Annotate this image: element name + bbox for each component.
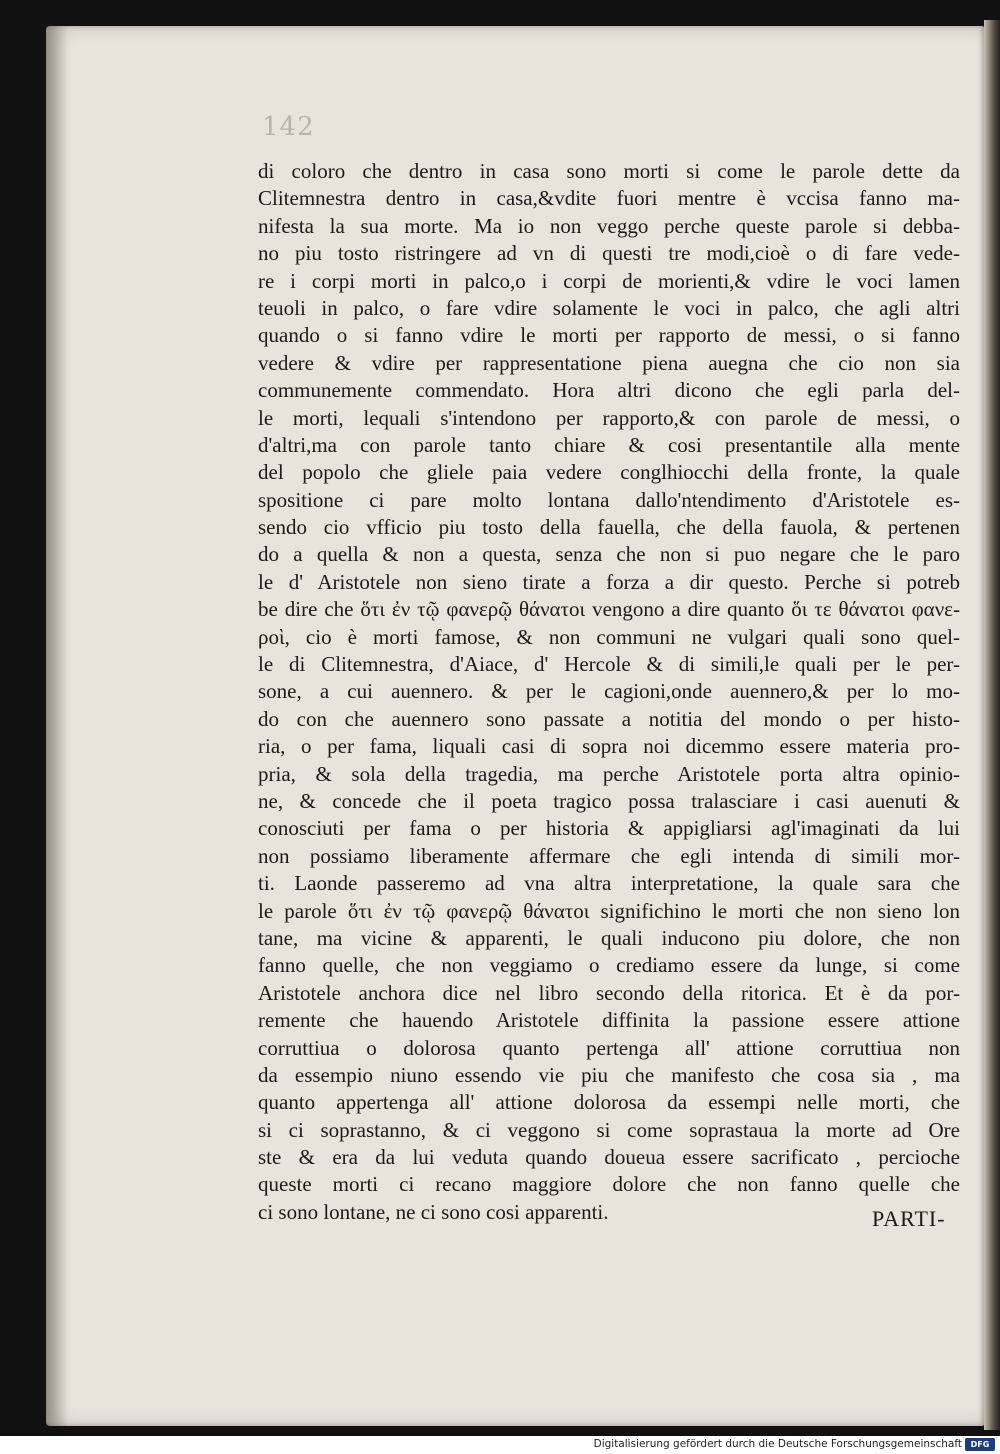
text-line: be dire che ὅτι ἐν τῷ φανερῷ θάνατοι vengono a dire quanto ὅι τε θάνατοι φανε-: [258, 597, 960, 622]
text-line: da essempio niuno essendo vie piu che manifesto che cosa sia , ma: [258, 1062, 960, 1087]
text-line: ria, o per fama, liquali casi di sopra noi dicemmo essere materia pro-: [258, 734, 960, 759]
body-text: [258, 158, 960, 1226]
text-line: ci sono lontane, ne ci sono cosi apparenti.: [258, 1199, 609, 1224]
text-line: remente che hauendo Aristotele diffinita la passione essere attione: [258, 1008, 960, 1033]
text-line: le parole ὅτι ἐν τῷ φανερῷ θάνατοι significhino le morti che non sieno lon: [258, 898, 960, 923]
catchword: PARTI-: [872, 1206, 946, 1231]
text-line: le di Clitemnestra, d'Aiace, d' Hercole & di simili,le quali per le per-: [258, 652, 960, 677]
text-line: spositione ci pare molto lontana dallo'ntendimento d'Aristotele es-: [258, 487, 960, 512]
text-line: nifesta la sua morte. Ma io non veggo perche queste parole si debba-: [258, 213, 960, 238]
text-line: quando o si fanno vdire le morti per rapporto de messi, o si fanno: [258, 323, 960, 348]
text-line: communemente commendato. Hora altri dicono che egli parla del-: [258, 378, 960, 403]
page-spine-shadow: [46, 26, 68, 1426]
text-line: Clitemnestra dentro in casa,&vdite fuori mentre è vccisa fanno ma-: [258, 186, 960, 211]
text-line: do a quella & non a questa, senza che non si puo negare che le paro: [258, 542, 960, 567]
text-line: ste & era da lui veduta quando doueua essere sacrificato , percioche: [258, 1145, 960, 1170]
text-line: le morti, lequali s'intendono per rapporto,& con parole de messi, o: [258, 405, 960, 430]
dfg-logo: DFG: [965, 1438, 995, 1451]
text-line: teuoli in palco, o fare vdire solamente le voci in palco, che agli altri: [258, 295, 960, 320]
text-line: re i corpi morti in palco,o i corpi de morienti,& vdire le voci lamen: [258, 268, 960, 293]
text-line: fanno quelle, che non veggiamo o crediamo essere da lunge, si come: [258, 953, 960, 978]
footer-credit: Digitalisierung gefördert durch die Deutsche Forschungsgemeinschaft: [593, 1438, 962, 1450]
text-line: pria, & sola della tragedia, ma perche Aristotele porta altra opinio-: [258, 761, 960, 786]
text-line: ne, & concede che il poeta tragico possa tralasciare i casi auenuti &: [258, 788, 960, 813]
text-line: do con che auennero sono passate a notitia del mondo o per histo-: [258, 706, 960, 731]
text-line: le d' Aristotele non sieno tirate a forza a dir questo. Perche si potreb: [258, 569, 960, 594]
text-line: sone, a cui auennero. & per le cagioni,onde auennero,& per lo mo-: [258, 679, 960, 704]
text-line: Aristotele anchora dice nel libro secondo della ritorica. Et è da por-: [258, 980, 960, 1005]
text-line: no piu tosto ristringere ad vn di questi tre modi,cioè o di fare vede-: [258, 241, 960, 266]
text-line: sendo cio vfficio piu tosto della fauella, che della fauola, & pertenen: [258, 515, 960, 540]
text-line: di coloro che dentro in casa sono morti si come le parole dette da: [258, 159, 960, 183]
text-line: queste morti ci recano maggiore dolore che non fanno quelle che: [258, 1172, 960, 1197]
page-edge: [984, 20, 1000, 1430]
text-line: ροὶ, cio è morti famose, & non communi ne vulgari quali sono quel-: [258, 624, 960, 649]
text-line: del popolo che gliele paia vedere conglhiocchi della fronte, la quale: [258, 460, 960, 485]
text-line: conosciuti per fama o per historia & appigliarsi agl'imaginati da lui: [258, 816, 960, 841]
text-line: corruttiua o dolorosa quanto pertenga all' attione corruttiua non: [258, 1035, 960, 1060]
text-line: ti. Laonde passeremo ad vna altra interpretatione, la quale sara che: [258, 871, 960, 896]
text-line: vedere & vdire per rappresentatione piena auegna che cio non sia: [258, 350, 960, 375]
page-number: 142: [262, 112, 315, 142]
text-line: tane, ma vicine & apparenti, le quali inducono piu dolore, che non: [258, 925, 960, 950]
text-line: quanto appertenga all' attione dolorosa da essempi nelle morti, che: [258, 1090, 960, 1115]
text-line: si ci soprastanno, & ci veggono si come soprastaua la morte ad Ore: [258, 1117, 960, 1142]
text-line: d'altri,ma con parole tanto chiare & cosi presentantile alla mente: [258, 432, 960, 457]
text-line: non possiamo liberamente affermare che egli intenda di simili mor-: [258, 843, 960, 868]
